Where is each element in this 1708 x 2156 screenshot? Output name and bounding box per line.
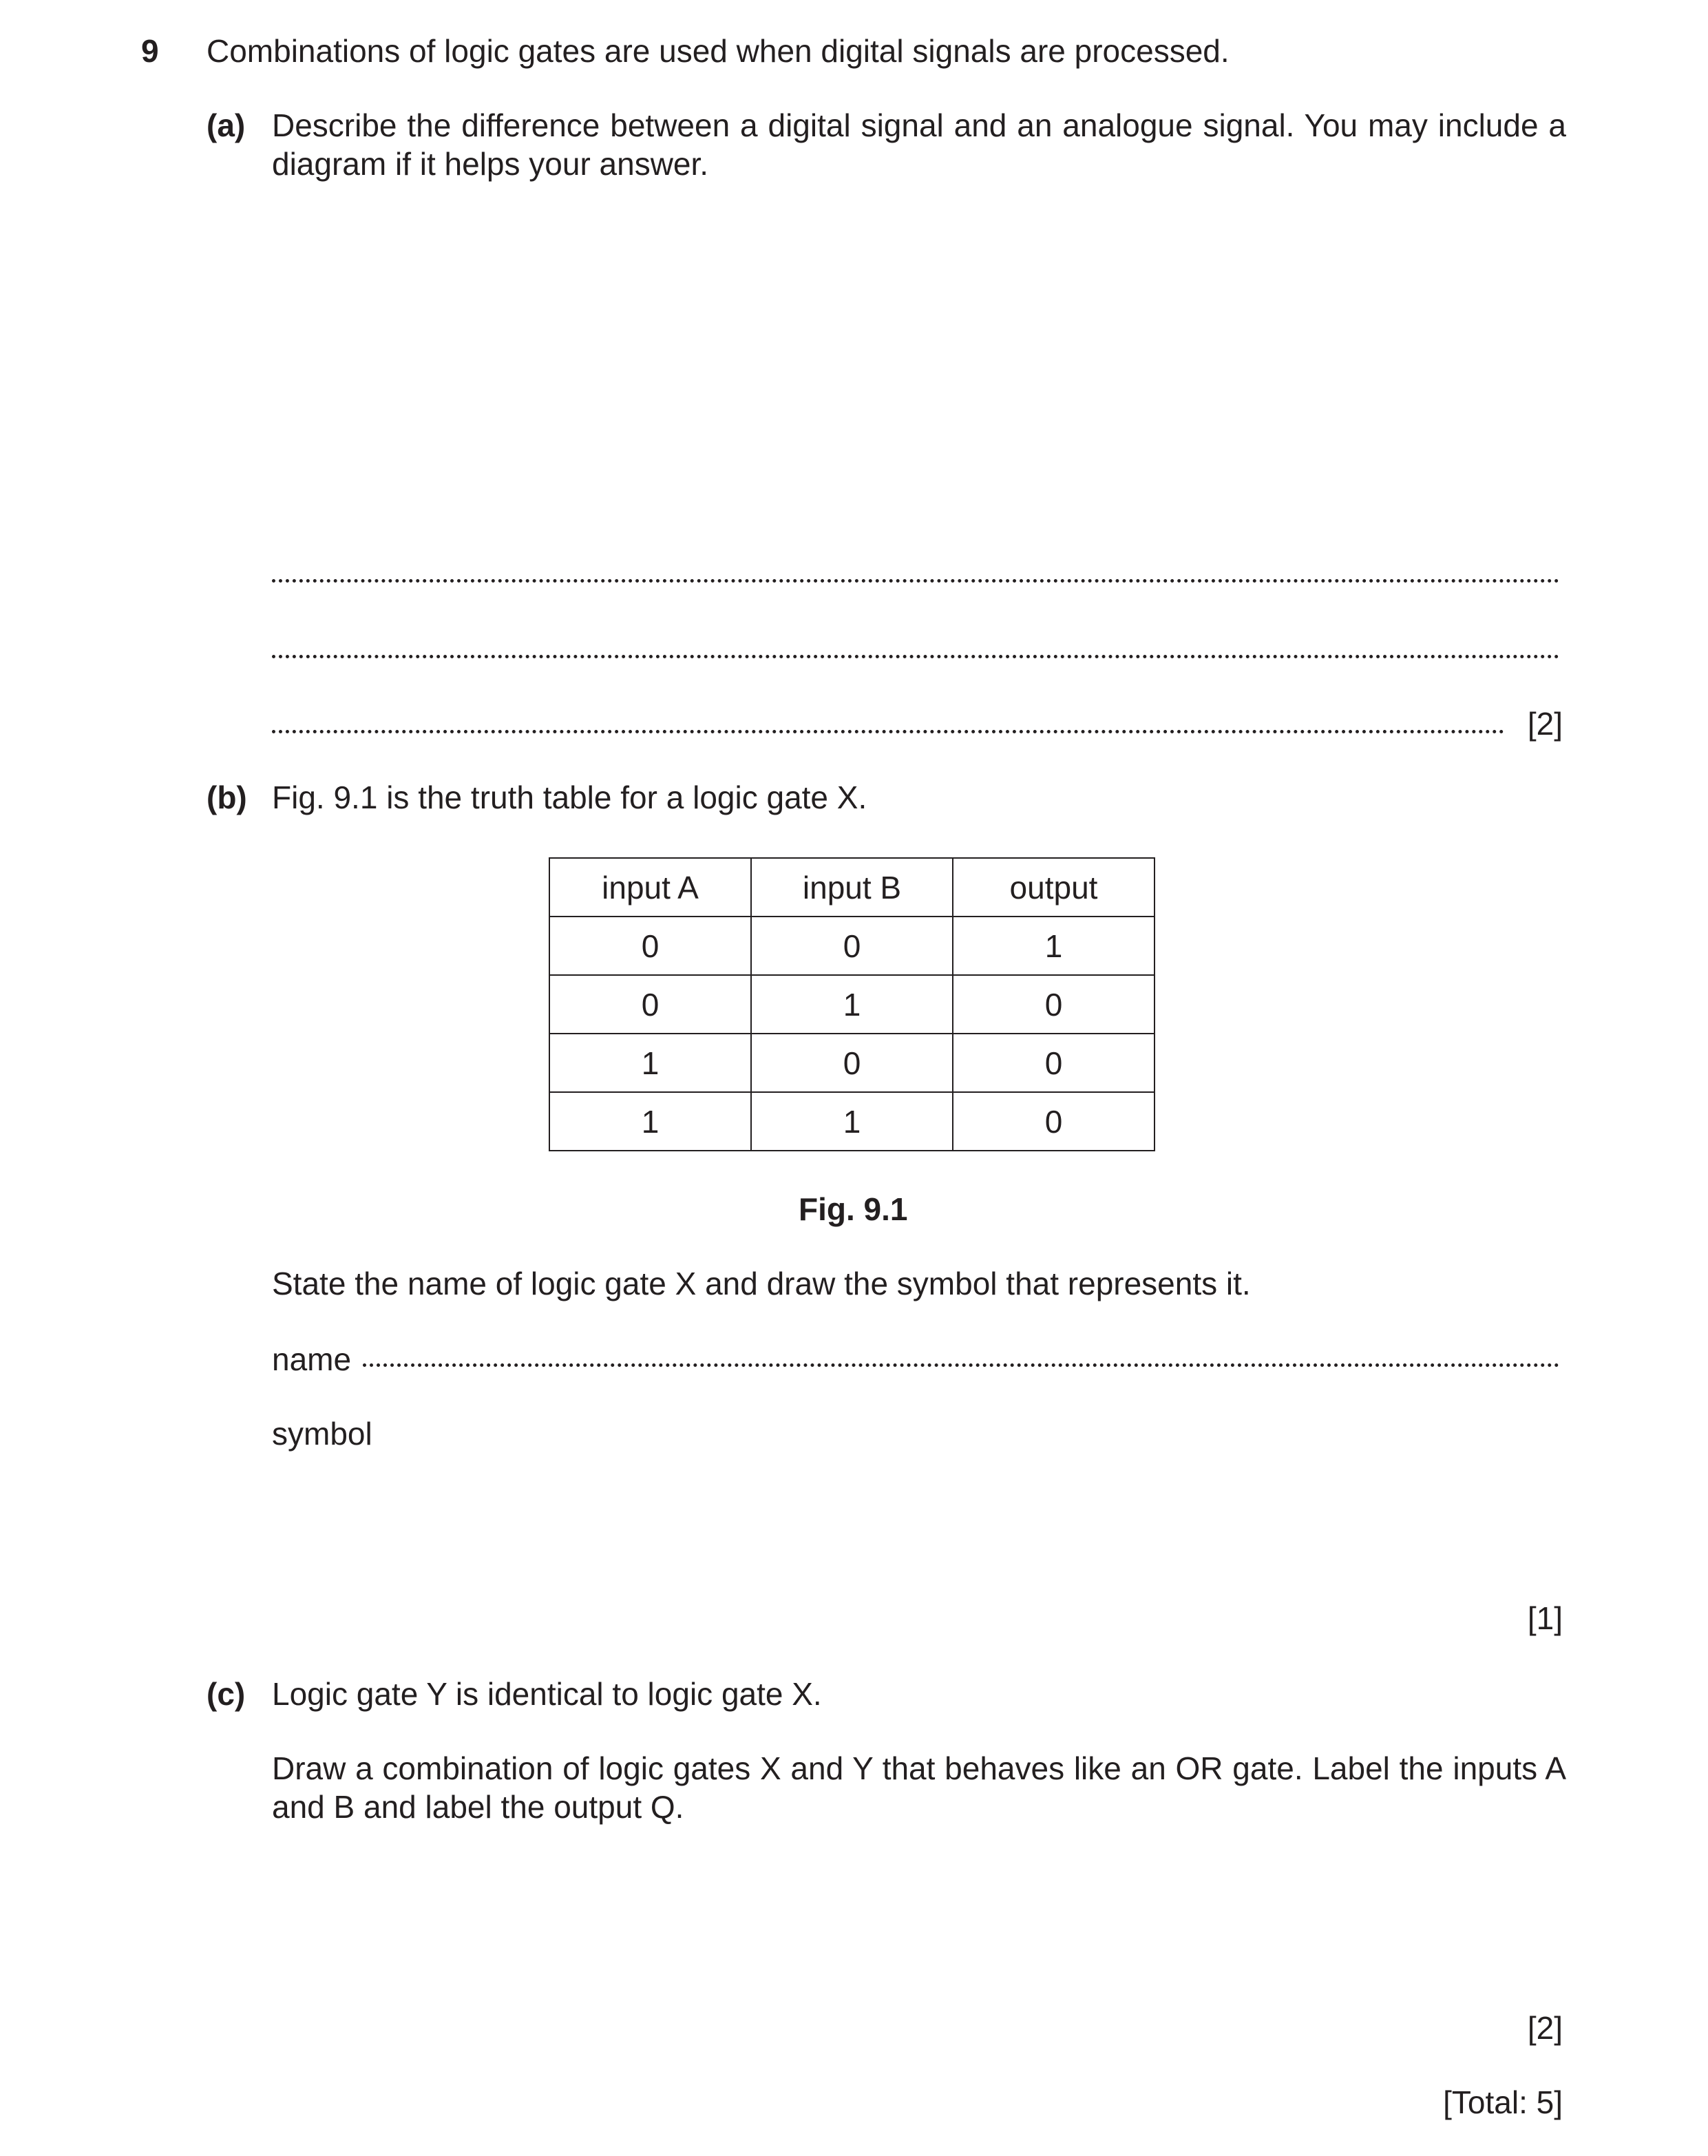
question-number: 9 bbox=[141, 33, 159, 69]
part-b-instruction: State the name of logic gate X and draw the symbol that represents it. bbox=[272, 1266, 1251, 1301]
combination-drawing-area[interactable] bbox=[272, 1845, 1559, 1997]
figure-caption: Fig. 9.1 bbox=[799, 1191, 908, 1227]
answer-line-a2[interactable] bbox=[272, 655, 1559, 658]
part-a-text: Describe the difference between a digital signal and an analogue signal. You may include a diagram if it helps your answer. bbox=[272, 107, 1566, 182]
table-cell: 1 bbox=[751, 1092, 953, 1151]
part-c-marks: [2] bbox=[1527, 2010, 1563, 2046]
table-cell: 1 bbox=[953, 917, 1155, 975]
truth-table bbox=[549, 857, 1155, 1151]
table-cell: 1 bbox=[751, 975, 953, 1034]
symbol-drawing-area[interactable] bbox=[272, 1460, 1559, 1598]
answer-line-a3[interactable] bbox=[272, 730, 1504, 733]
table-cell: 0 bbox=[549, 975, 751, 1034]
header-input-a: input A bbox=[549, 858, 751, 917]
part-c-line2: Draw a combination of logic gates X and Y that behaves like an OR gate. Label the inputs A and B and label the output Q. bbox=[272, 1750, 1566, 1825]
part-a-marks: [2] bbox=[1527, 706, 1563, 742]
table-header-row bbox=[549, 858, 1155, 917]
part-c-line1: Logic gate Y is identical to logic gate X. bbox=[272, 1676, 822, 1712]
answer-line-a1[interactable] bbox=[272, 579, 1559, 583]
answer-area-a bbox=[272, 538, 1559, 583]
header-output: output bbox=[953, 858, 1155, 917]
table-row bbox=[549, 1034, 1155, 1092]
table-row bbox=[549, 1092, 1155, 1151]
table-cell: 0 bbox=[953, 1092, 1155, 1151]
table-row bbox=[549, 917, 1155, 975]
table-cell: 1 bbox=[549, 1034, 751, 1092]
part-a-label: (a) bbox=[207, 107, 246, 143]
name-answer-line[interactable] bbox=[363, 1363, 1559, 1367]
part-b-label: (b) bbox=[207, 779, 247, 815]
part-b-intro: Fig. 9.1 is the truth table for a logic gate X. bbox=[272, 779, 867, 815]
part-b-marks: [1] bbox=[1527, 1600, 1563, 1636]
table-cell: 0 bbox=[751, 1034, 953, 1092]
name-label: name bbox=[272, 1341, 352, 1377]
table-cell: 0 bbox=[953, 1034, 1155, 1092]
header-input-b: input B bbox=[751, 858, 953, 917]
table-cell: 0 bbox=[751, 917, 953, 975]
part-c-label: (c) bbox=[207, 1676, 246, 1712]
table-cell: 1 bbox=[549, 1092, 751, 1151]
table-cell: 0 bbox=[953, 975, 1155, 1034]
total-marks: [Total: 5] bbox=[1443, 2084, 1563, 2120]
table-cell: 0 bbox=[549, 917, 751, 975]
symbol-label: symbol bbox=[272, 1416, 372, 1452]
question-stem: Combinations of logic gates are used when digital signals are processed. bbox=[207, 33, 1230, 69]
table-row bbox=[549, 975, 1155, 1034]
